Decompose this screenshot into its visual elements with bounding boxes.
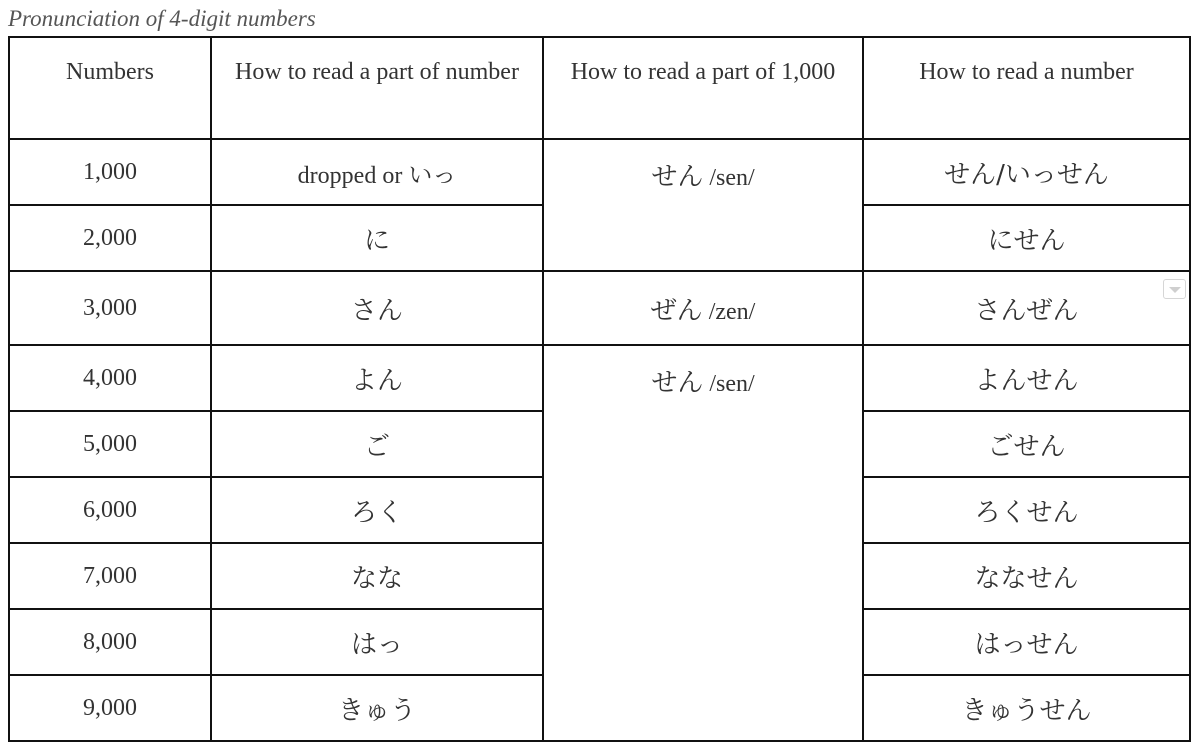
- header-part-of-1000: How to read a part of 1,000: [543, 37, 863, 139]
- kilo-roma: /sen/: [703, 371, 755, 397]
- reading-cell: きゅうせん: [863, 675, 1190, 741]
- pronunciation-table: [8, 36, 1191, 742]
- table-row: [9, 139, 1190, 205]
- part-cell: さん: [211, 271, 543, 345]
- table-caption: Pronunciation of 4-digit numbers: [8, 6, 316, 31]
- part-cell: よん: [211, 345, 543, 411]
- part-cell: はっ: [211, 609, 543, 675]
- reading-cell: はっせん: [863, 609, 1190, 675]
- part-cell: ろく: [211, 477, 543, 543]
- kilo-roma: /sen/: [703, 165, 755, 191]
- part-prefix: dropped or: [297, 162, 409, 189]
- table-row: [9, 345, 1190, 411]
- kilo-kana: せん: [651, 162, 704, 192]
- part-cell: きゅう: [211, 675, 543, 741]
- part-cell: なな: [211, 543, 543, 609]
- header-numbers: Numbers: [9, 37, 211, 139]
- kilo-cell: [543, 139, 863, 271]
- reading-cell: にせん: [863, 205, 1190, 271]
- number-cell: 7,000: [9, 543, 211, 609]
- number-cell: 8,000: [9, 609, 211, 675]
- kilo-cell: [543, 271, 863, 345]
- kilo-roma: /zen/: [702, 298, 756, 325]
- number-cell: 9,000: [9, 675, 211, 741]
- header-part-of-number: How to read a part of number: [211, 37, 543, 139]
- number-cell: 2,000: [9, 205, 211, 271]
- reading-cell: ごせん: [863, 411, 1190, 477]
- table-row: [9, 271, 1190, 345]
- reading-cell: ななせん: [863, 543, 1190, 609]
- part-kana: いっ: [408, 160, 457, 189]
- reading-cell: せん/いっせん: [863, 139, 1190, 205]
- reading-cell: よんせん: [863, 345, 1190, 411]
- kilo-cell: [543, 345, 863, 741]
- number-cell: 6,000: [9, 477, 211, 543]
- number-cell: 3,000: [9, 271, 211, 345]
- number-cell: 4,000: [9, 345, 211, 411]
- part-cell: ご: [211, 411, 543, 477]
- reading-cell: ろくせん: [863, 477, 1190, 543]
- kilo-kana: せん: [651, 368, 704, 398]
- header-read-number: How to read a number: [863, 37, 1190, 139]
- cell-dropdown-icon[interactable]: [1163, 279, 1186, 299]
- number-cell: 5,000: [9, 411, 211, 477]
- reading-cell: さんぜん: [863, 271, 1190, 345]
- kilo-kana: ぜん: [650, 295, 703, 326]
- part-cell: [211, 139, 543, 205]
- header-row: [9, 37, 1190, 139]
- number-cell: 1,000: [9, 139, 211, 205]
- part-cell: に: [211, 205, 543, 271]
